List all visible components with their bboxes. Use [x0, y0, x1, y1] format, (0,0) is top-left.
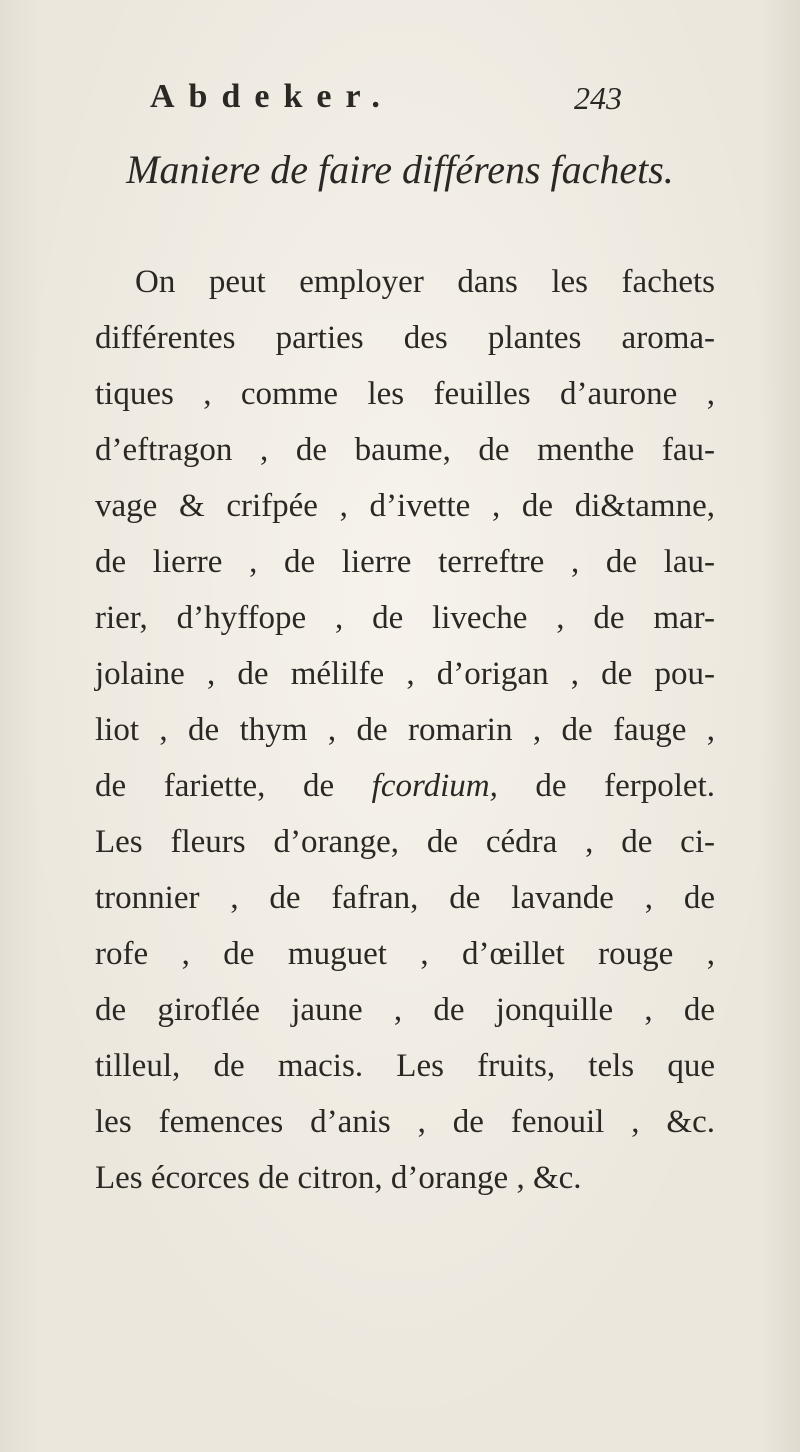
paragraph: [95, 254, 715, 1206]
text-line: Les écorces de citron, d’orange , &c.: [95, 1160, 582, 1196]
text-line: jolaine , de mélilfe , d’origan , de pou-: [95, 656, 715, 692]
text-line: rofe , de muguet , d’œillet rouge ,: [95, 936, 715, 972]
text-line: [95, 758, 715, 814]
text-line: de lierre , de lierre terreftre , de lau-: [95, 544, 715, 580]
text-line: de giroflée jaune , de jonquille , de: [95, 992, 715, 1028]
running-head: [150, 78, 630, 128]
text-segment: de fariette, de: [95, 768, 372, 804]
text-line: tronnier , de fafran, de lavande , de: [95, 880, 715, 916]
running-head-title: Abdeker.: [150, 78, 394, 115]
text-line: On peut employer dans les fachets: [135, 264, 715, 300]
text-line: d’eftragon , de baume, de menthe fau-: [95, 432, 715, 468]
text-line: différentes parties des plantes aroma-: [95, 320, 715, 356]
text-line: les femences d’anis , de fenouil , &c.: [95, 1104, 715, 1140]
text-line: vage & crifpée , d’ivette , de di&tamne,: [95, 488, 715, 524]
text-line: liot , de thym , de romarin , de fauge ,: [95, 712, 715, 748]
text-line: rier, d’hyffope , de liveche , de mar-: [95, 600, 715, 636]
text-line: tilleul, de macis. Les fruits, tels que: [95, 1048, 715, 1084]
text-segment: de ferpolet.: [497, 768, 715, 804]
page-number: 243: [574, 80, 622, 116]
section-title: Maniere de faire différens fachets.: [126, 147, 674, 192]
text-line: tiques , comme les feuilles d’aurone ,: [95, 376, 715, 412]
italic-term: fcordium,: [371, 768, 498, 804]
text-line: Les fleurs d’orange, de cédra , de ci-: [95, 824, 715, 860]
